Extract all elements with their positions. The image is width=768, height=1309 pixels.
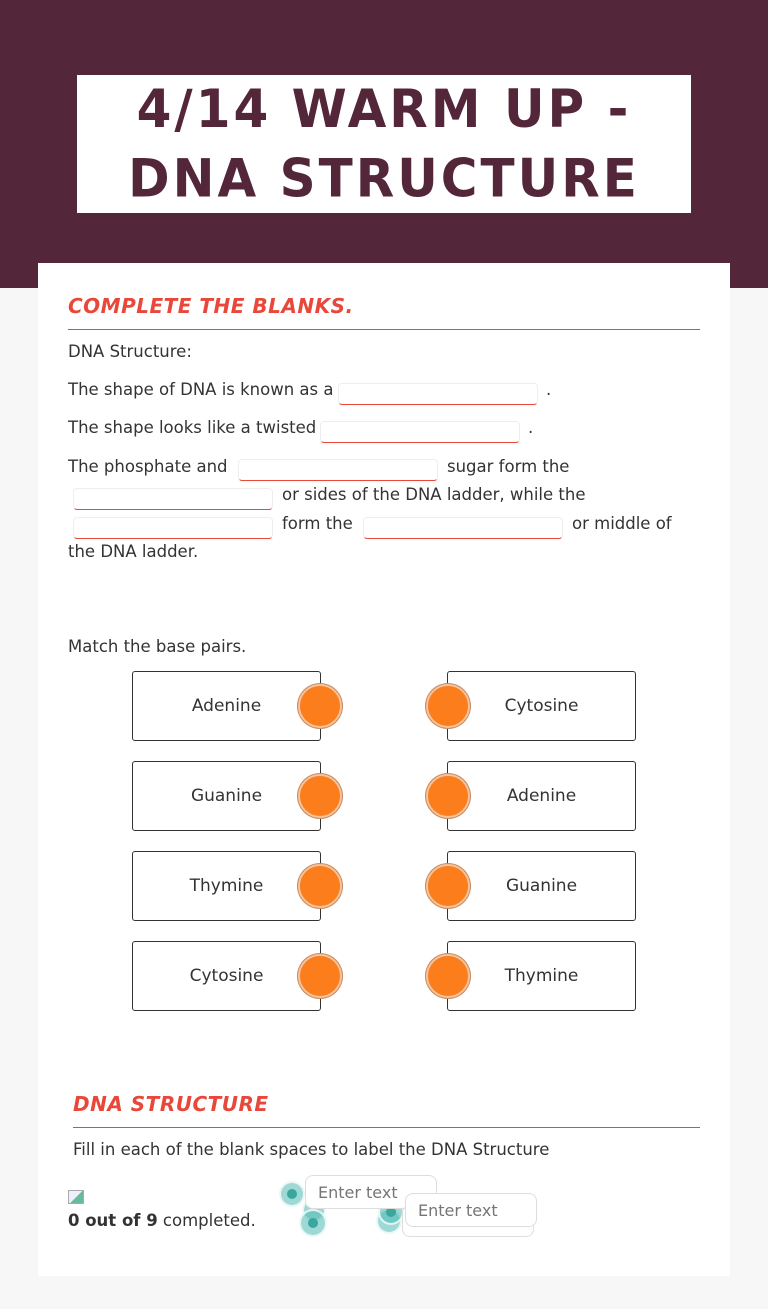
intro-text: DNA Structure: <box>68 342 192 361</box>
match-left-label: Cytosine <box>189 966 264 986</box>
match-right-label: Guanine <box>505 876 578 896</box>
section-divider <box>68 329 700 330</box>
match-right-3[interactable] <box>447 851 636 921</box>
blank-input-5[interactable] <box>73 517 273 539</box>
section-title-complete-blanks: COMPLETE THE BLANKS. <box>68 294 354 318</box>
match-right-4[interactable] <box>447 941 636 1011</box>
connector-dot-left-3[interactable] <box>298 864 342 908</box>
match-left-3[interactable] <box>132 851 321 921</box>
connector-dot-left-4[interactable] <box>298 954 342 998</box>
blank-input-2[interactable] <box>320 421 520 443</box>
connector-dot-left-2[interactable] <box>298 774 342 818</box>
section-title-dna-structure: DNA STRUCTURE <box>73 1092 269 1116</box>
sentence3-part3: or sides of the DNA ladder, while the <box>282 485 586 504</box>
blank-input-3[interactable] <box>238 459 438 481</box>
match-left-1[interactable] <box>132 671 321 741</box>
completion-status <box>68 1211 256 1230</box>
page-title: 4/14 WARM UP - DNA STRUCTURE <box>128 78 640 210</box>
sentence1-after: . <box>546 380 552 399</box>
completion-suffix: completed. <box>157 1211 256 1230</box>
sentence3-part4: form the <box>282 514 353 533</box>
blank-input-6[interactable] <box>363 517 563 539</box>
connector-dot-right-2[interactable] <box>426 774 470 818</box>
match-right-2[interactable] <box>447 761 636 831</box>
match-right-1[interactable] <box>447 671 636 741</box>
match-left-2[interactable] <box>132 761 321 831</box>
label-hotspot-3[interactable] <box>299 1209 327 1237</box>
connector-dot-right-3[interactable] <box>426 864 470 908</box>
sentence2-before: The shape looks like a twisted <box>68 418 317 437</box>
match-left-label: Guanine <box>190 786 263 806</box>
blank-input-1[interactable] <box>338 383 538 405</box>
completion-count: 0 out of 9 <box>68 1211 158 1230</box>
section-divider <box>73 1127 700 1128</box>
sentence3-part2: sugar form the <box>447 457 570 476</box>
label-instructions: Fill in each of the blank spaces to label the DNA Structure <box>73 1140 550 1159</box>
matching-prompt: Match the base pairs. <box>68 637 247 656</box>
sentence3-part6: the DNA ladder. <box>68 542 199 561</box>
sentence3-part1: The phosphate and <box>68 457 228 476</box>
match-right-label: Cytosine <box>504 696 579 716</box>
title-box <box>77 75 691 213</box>
label-hotspot-1[interactable] <box>279 1181 305 1207</box>
match-left-label: Thymine <box>189 876 264 896</box>
connector-dot-left-1[interactable] <box>298 684 342 728</box>
sentence2-after: . <box>528 418 534 437</box>
label-input-2[interactable] <box>405 1193 537 1227</box>
match-right-label: Thymine <box>504 966 579 986</box>
match-left-label: Adenine <box>191 696 262 716</box>
connector-dot-right-1[interactable] <box>426 684 470 728</box>
broken-image-icon <box>68 1190 84 1204</box>
connector-dot-right-4[interactable] <box>426 954 470 998</box>
blank-input-4[interactable] <box>73 488 273 510</box>
sentence3-part5: or middle of <box>572 514 672 533</box>
match-right-label: Adenine <box>506 786 577 806</box>
match-left-4[interactable] <box>132 941 321 1011</box>
sentence1-before: The shape of DNA is known as a <box>68 380 334 399</box>
